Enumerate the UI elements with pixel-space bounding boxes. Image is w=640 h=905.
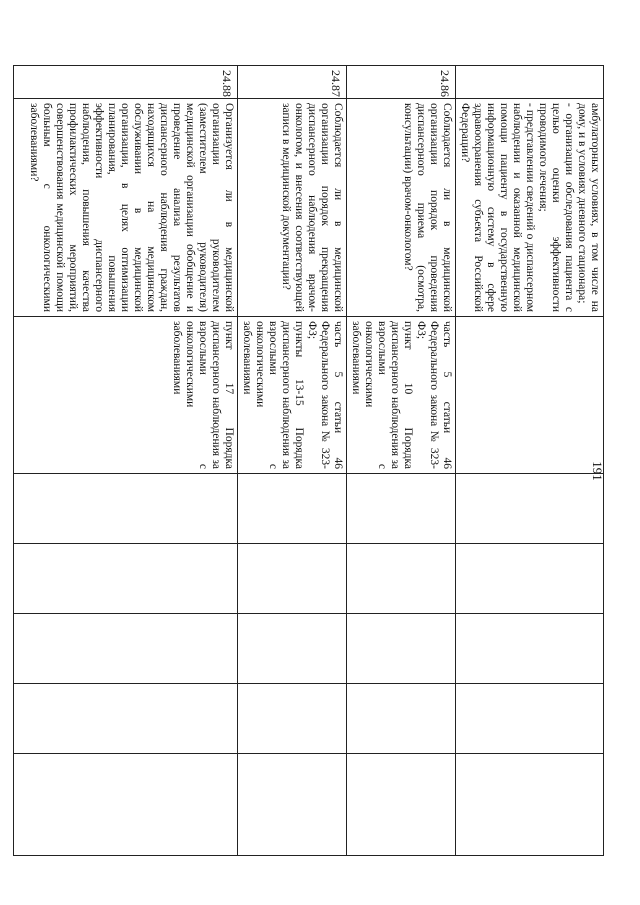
answer-na-cell: [14, 614, 238, 684]
rotated-table-container: [28, 65, 604, 855]
question-text: Соблюдается ли в медицинской организации порядок прекращения диспансерного наблюдения врачом-онкологом, и внесения соответствующей записи в медицинской документации?: [280, 103, 344, 312]
answer-extra-cell: [238, 684, 347, 754]
answer-no-cell: [238, 544, 347, 614]
question-text: - организации обследования пациента с целью оценки эффективности проводимого лечения;: [537, 103, 575, 312]
answer-na-cell: [347, 614, 456, 684]
basis-text: пункты 13-15 Порядка диспансерного наблюдения за взрослыми с онкологическими заболеваниями: [241, 321, 305, 469]
answer-yes-cell: [238, 474, 347, 544]
basis-cell: [14, 317, 238, 474]
table-row: [347, 66, 456, 856]
page-content: [28, 65, 604, 855]
basis-text: часть 5 статьи 46 Федерального закона № 323-ФЗ;: [415, 321, 453, 469]
basis-text: пункт 17 Порядка диспансерного наблюдения за взрослыми с онкологическими заболеваниями: [171, 321, 235, 469]
question-text: амбулаторных условиях, в том числе на дому, и в условиях дневного стационара;: [576, 103, 601, 312]
answer-extra-cell: [347, 684, 456, 754]
answer-yes-cell: [347, 474, 456, 544]
row-number: [456, 66, 604, 99]
answer-no-cell: [456, 544, 604, 614]
question-text: - представлении сведений о диспансерном наблюдении и оказанной медицинской помощи пациенту в государственную информационную систему в сфере здравоохранения субъекта Российской Федерации?: [459, 103, 536, 312]
question-cell: [456, 99, 604, 317]
note-cell: [456, 754, 604, 856]
question-text: Соблюдается ли в медицинской организации порядок проведения диспансерного приема (осмотра, консультации) врачом-онкологом?: [402, 103, 453, 312]
answer-no-cell: [14, 544, 238, 614]
basis-cell: [347, 317, 456, 474]
page-number: 191: [590, 461, 605, 481]
question-cell: [347, 99, 456, 317]
checklist-table: [13, 65, 604, 856]
answer-extra-cell: [14, 684, 238, 754]
answer-na-cell: [238, 614, 347, 684]
answer-extra-cell: [456, 684, 604, 754]
answer-yes-cell: [456, 474, 604, 544]
basis-text: пункт 10 Порядка диспансерного наблюдения за взрослыми с онкологическими заболеваниями: [350, 321, 414, 469]
basis-cell: [456, 317, 604, 474]
table-row: [238, 66, 347, 856]
question-cell: [238, 99, 347, 317]
question-text: Организуется ли в медицинской организации руководителем (заместителем руководителя) медицинской организации обобщение и проведение анализа результатов диспансерного наблюдения граждан, находящихся на медицинском обслуживании в медицинской организации, в целях оптимизации планирования, повышения эффективности диспансерного наблюдения, повышения качества профилактических мероприятий, совершенствования медицинской помощи больным с онкологическими заболеваниями?: [28, 103, 235, 312]
basis-cell: [238, 317, 347, 474]
note-cell: [347, 754, 456, 856]
row-number: 24.88: [14, 66, 238, 99]
answer-no-cell: [347, 544, 456, 614]
table-row: [456, 66, 604, 856]
answer-na-cell: [456, 614, 604, 684]
answer-yes-cell: [14, 474, 238, 544]
basis-text: часть 5 статьи 46 Федерального закона № 323-ФЗ;: [306, 321, 344, 469]
note-cell: [238, 754, 347, 856]
question-cell: [14, 99, 238, 317]
row-number: 24.86: [347, 66, 456, 99]
table-row: [14, 66, 238, 856]
row-number: 24.87: [238, 66, 347, 99]
note-cell: [14, 754, 238, 856]
